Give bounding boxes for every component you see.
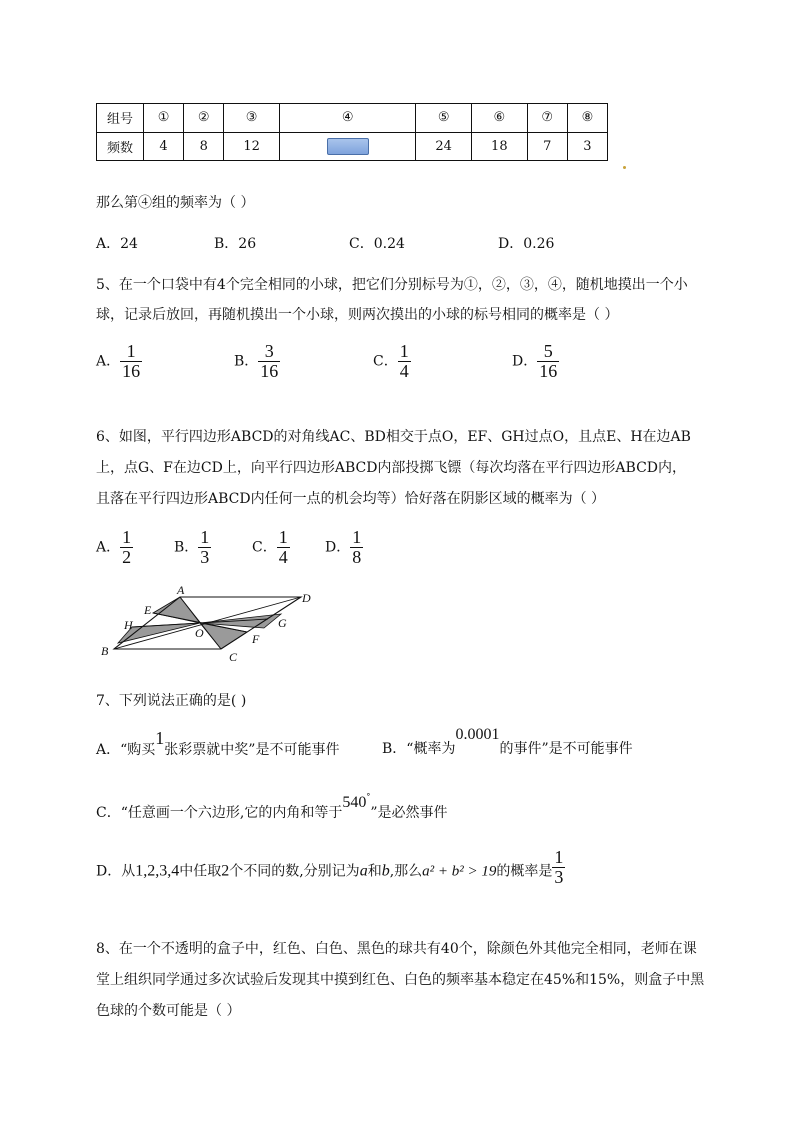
math-number: 1 [155, 728, 165, 748]
blank-highlight [327, 138, 369, 155]
table-header-cell: ⑤ [416, 104, 472, 133]
table-cell: 12 [224, 132, 280, 161]
option-text: ,那么 [389, 863, 423, 880]
q8-line-2: 堂上组织同学通过多次试验后发现其中摸到红色、白色的频率基本稳定在45%和15%，则盒子中黑 [96, 972, 705, 988]
denominator: 3 [554, 866, 564, 887]
table-header-cell: ⑥ [472, 104, 528, 133]
denominator: 16 [260, 360, 279, 381]
q4-option-b: B．26 [214, 236, 257, 252]
option-text: ”是必然事件 [370, 805, 448, 821]
numerator: 1 [122, 527, 132, 547]
stray-dot [623, 166, 626, 169]
shaded-triangle-a [153, 597, 200, 623]
option-label: D． [325, 539, 351, 556]
option-label: B． [234, 353, 259, 370]
fraction [350, 528, 363, 567]
denominator: 4 [399, 360, 409, 381]
table-header-cell: ⑧ [567, 104, 607, 133]
table-header-row [97, 104, 608, 133]
q8-line-1: 8、在一个不透明的盒子中，红色、白色、黑色的球共有40个，除颜色外其他完全相同，老师在课 [96, 941, 697, 957]
numerator: 5 [537, 342, 559, 362]
table-cell: 4 [144, 132, 184, 161]
option-label: A． [96, 539, 121, 556]
q5-option-b [234, 342, 280, 381]
table-header-cell: ① [144, 104, 184, 133]
math-inequality: a² + b² > 19 [422, 863, 497, 880]
denominator: 2 [122, 546, 132, 567]
numerator: 1 [554, 847, 564, 867]
q6-line-1: 6、如图，平行四边形ABCD的对角线AC、BD相交于点O，EF、GH过点O，且点E、H在边AB [96, 429, 691, 445]
fraction [120, 342, 142, 381]
option-text: C．“任意画一个六边形,它的内角和等于 [96, 805, 343, 821]
q6-option-b [174, 528, 211, 567]
math-number: 2 [221, 862, 230, 880]
math-set: 1,2,3,4 [135, 862, 180, 880]
numerator: 1 [399, 341, 409, 361]
numerator: 1 [200, 527, 210, 547]
option-text: 张彩票就中奖”是不可能事件 [164, 742, 340, 758]
frequency-table [96, 103, 608, 161]
q7-option-a [96, 728, 340, 759]
q7-option-c [96, 792, 448, 822]
label-b: B [101, 644, 109, 658]
table-cell: 24 [416, 132, 472, 161]
option-text: 个不同的数,分别记为 [229, 863, 360, 880]
table-cell: 8 [184, 132, 224, 161]
q6-option-a [96, 528, 133, 567]
label-c: C [229, 650, 238, 664]
fraction [198, 528, 211, 567]
option-label: B． [174, 539, 199, 556]
table-header-cell: ⑦ [527, 104, 567, 133]
label-g: G [278, 616, 287, 630]
table-cell-blank [279, 132, 415, 161]
table-header-cell: ③ [224, 104, 280, 133]
table-header-cell: ② [184, 104, 224, 133]
q4-stem: 那么第④组的频率为（ ） [96, 195, 255, 211]
q5-line-2: 球，记录后放回，再随机摸出一个小球，则两次摸出的小球的标号相同的概率是（ ） [96, 307, 619, 323]
denominator: 8 [352, 546, 362, 567]
fraction [537, 342, 559, 381]
option-label: A． [96, 353, 121, 370]
fraction [552, 848, 565, 887]
table-row [97, 132, 608, 161]
math-var: a [359, 862, 368, 880]
label-a: A [177, 583, 185, 597]
table-cell: 18 [472, 132, 528, 161]
q7-option-b [382, 726, 633, 758]
denominator: 16 [122, 360, 141, 381]
denominator: 3 [200, 546, 210, 567]
table-row-label: 频数 [97, 132, 144, 161]
denominator: 4 [278, 546, 288, 567]
numerator: 3 [258, 342, 280, 362]
math-number: 540 [342, 794, 367, 811]
numerator: 1 [278, 527, 288, 547]
label-d: D [302, 591, 311, 605]
table-header-cell: ④ [279, 104, 415, 133]
q7-stem: 7、下列说法正确的是( ) [96, 693, 247, 709]
option-text: 和 [367, 863, 382, 880]
fraction [120, 528, 133, 567]
option-label: C． [252, 539, 277, 556]
math-var: b [381, 862, 390, 880]
option-text: 的事件”是不可能事件 [499, 741, 633, 757]
table-cell: 7 [527, 132, 567, 161]
parallelogram-figure [96, 583, 326, 665]
numerator: 1 [120, 342, 142, 362]
fraction [258, 342, 280, 381]
q6-option-d [325, 528, 363, 567]
q8-line-3: 色球的个数可能是（ ） [96, 1003, 241, 1019]
q4-option-c: C．0.24 [349, 236, 405, 252]
option-text: 的概率是 [496, 863, 553, 880]
label-e: E [144, 603, 152, 617]
q5-option-d [512, 342, 559, 381]
q4-option-d: D．0.26 [498, 236, 555, 252]
option-text: B．“概率为 [382, 741, 456, 757]
table-cell: 3 [567, 132, 607, 161]
label-h: H [124, 618, 133, 632]
fraction [398, 342, 411, 381]
option-text: A．“购买 [96, 742, 156, 758]
q4-option-a: A．24 [96, 236, 138, 252]
fraction [277, 528, 290, 567]
q6-line-3: 且落在平行四边形ABCD内任何一点的机会均等）恰好落在阴影区域的概率为（ ） [96, 491, 606, 507]
denominator: 16 [539, 360, 558, 381]
degree-sign: ° [366, 792, 371, 802]
table-header-cell: 组号 [97, 104, 144, 133]
q7-option-d [96, 847, 565, 891]
math-number: 0.0001 [455, 726, 500, 743]
label-o: O [195, 626, 204, 640]
q6-line-2: 上，点G、F在边CD上，向平行四边形ABCD内部投掷飞镖（每次均落在平行四边形ABCD内， [96, 460, 687, 476]
q5-line-1: 5、在一个口袋中有4个完全相同的小球，把它们分别标号为①，②，③，④，随机地摸出一个小 [96, 277, 688, 293]
option-label: D． [512, 353, 538, 370]
numerator: 1 [352, 527, 362, 547]
q5-option-a [96, 342, 142, 381]
option-text: D．从 [96, 863, 136, 880]
label-f: F [252, 632, 260, 646]
option-text: 中任取 [179, 863, 222, 880]
q6-option-c [252, 528, 290, 567]
option-label: C． [373, 353, 398, 370]
q5-option-c [373, 342, 411, 381]
